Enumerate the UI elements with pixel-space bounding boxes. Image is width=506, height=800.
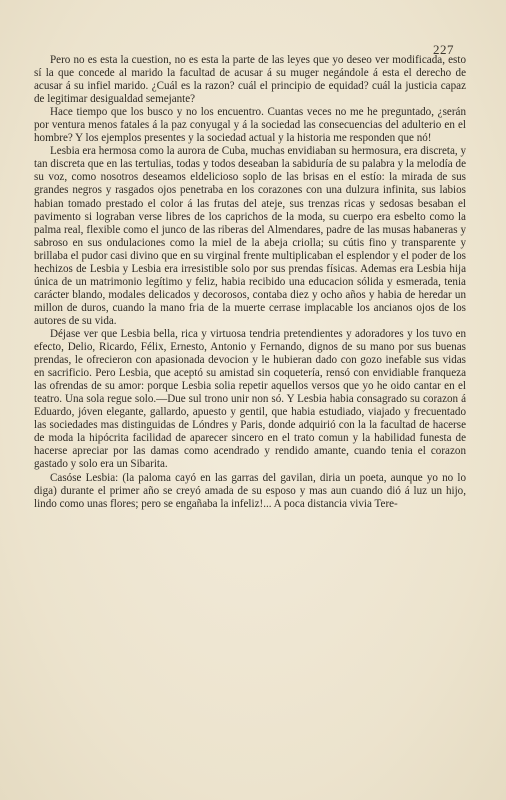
body-text bbox=[34, 54, 466, 511]
paragraph-5: Casóse Lesbia: (la paloma cayó en las garras del gavilan, diria un poeta, aunque yo no lo diga) durante el primer año se creyó amada de su esposo y mas aun cuando dió á luz un hijo, lindo como unas flores; pero se engañaba la infeliz!... A poca distancia vivia Tere- bbox=[34, 471, 466, 510]
page-number: 227 bbox=[433, 42, 454, 57]
paragraph-1: Pero no es esta la cuestion, no es esta la parte de las leyes que yo deseo ver modificada, esto sí la que concede al marido la facultad de acusar á su muger negándole á esta el derecho de acusar á su infiel marido. ¿Cuál es la razon? cuál el principio de equidad? cuál la justicia capaz de legitimar desigualdad semejante? bbox=[34, 54, 466, 106]
paragraph-4: Déjase ver que Lesbia bella, rica y virtuosa tendria pretendientes y adoradores y los tuvo en efecto, Delio, Ricardo, Félix, Ernesto, Antonio y Fernando, dignos de su mano por sus buenas prendas, le ofrecieron con apasionada devocion y le hubieran dado con gozo inefable sus vidas en sacrificio. Pero Lesbia, que aceptó su amistad sin coquetería, rensó con envidiable franqueza las ofrendas de su amor: porque Lesbia solia repetir aquellos versos que yo he oido cantar en el teatro. Una sola regue solo.—Due sul trono unir non só. Y Lesbia habia consagrado su corazon á Eduardo, jóven elegante, gallardo, apuesto y gentil, que habia estudiado, viajado y frecuentado las sociedades mas distinguidas de Lóndres y Paris, donde adquirió con la la facultad de hacerse de moda la hipócrita facilidad de aparecer sincero en el trato comun y la habilidad funesta de hacerse apreciar por las damas como acendrado y rendido amante, cuando tenia el corazon gastado y solo era un Sibarita. bbox=[34, 327, 466, 471]
paragraph-2: Hace tiempo que los busco y no los encuentro. Cuantas veces no me he preguntado, ¿serán por ventura menos fatales á la paz conyugal y á la sociedad las consecuencias del adulterio en el hombre? Y los ejemplos presentes y la sociedad actual y la historia me responden que nó! bbox=[34, 106, 466, 145]
paragraph-3: Lesbia era hermosa como la aurora de Cuba, muchas envidiaban su hermosura, era discreta, y tan discreta que en las tertulias, todas y todos deseaban la sabiduría de su palabra y la melodía de su voz, como nosotros deseamos eldelicioso soplo de las brisas en el estío: la mirada de sus grandes negros y rasgados ojos penetraba en los corazones con una dulzura infinita, sus labios habian tomado prestado el color á las frutas del ateje, sus trenzas ricas y sedosas besaban el pavimento si lograban verse libres de los caprichos de la moda, su cuerpo era esbelto como la palma real, flexible como el junco de las riberas del Almendares, padre de las musas habaneras y sabroso en sus ondulaciones como la miel de la abeja criolla; su cútis fino y transparente y brillaba el pudor casi divino que en su virginal frente multiplicaban el esplendor y el poder de los hechizos de Lesbia y Lesbia era irresistible solo por sus prendas físicas. Ademas era Lesbia hija única de un matrimonio legítimo y feliz, habia recibido una educacion sólida y esmerada, tenia carácter blando, modales delicados y decorosos, contaba diez y ocho años y habia de heredar un millon de duros, cuando la mano fria de la muerte cerrase implacable los ancianos ojos de los autores de su vida. bbox=[34, 145, 466, 327]
